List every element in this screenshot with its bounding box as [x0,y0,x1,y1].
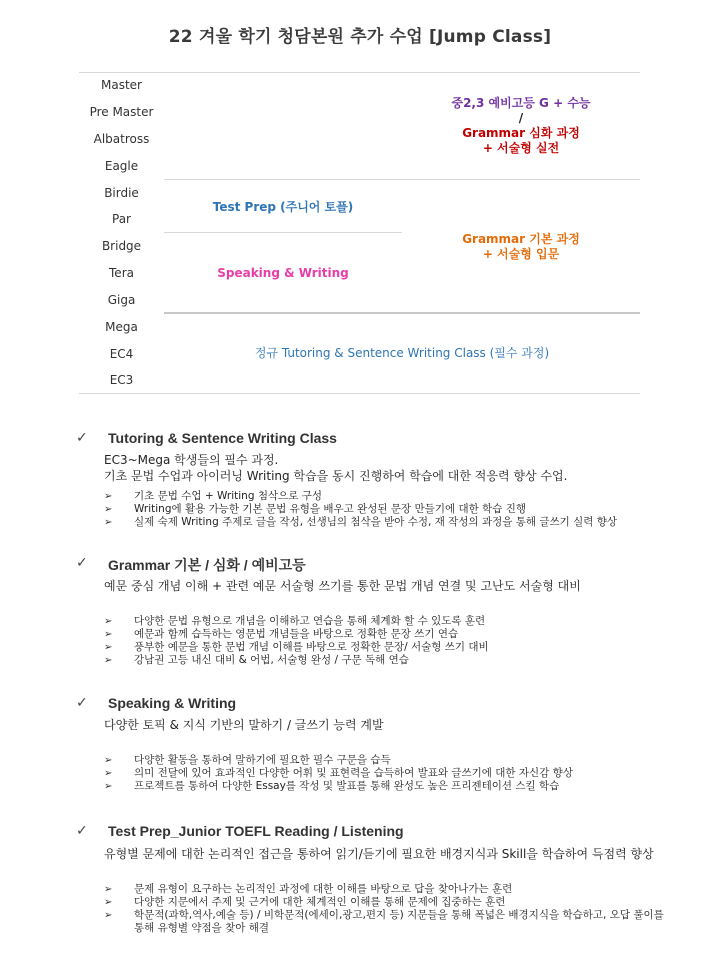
arrow-bullet-icon: ➢ [104,755,113,766]
bullet-list [104,754,664,793]
table-divider-regular [164,312,640,314]
arrow-bullet-icon: ➢ [104,781,113,792]
advanced-course-cell [402,96,640,156]
section-tutoring [76,430,676,530]
list-item: ➢ 강남권 고등 내신 대비 & 어법, 서술형 완성 / 구문 독해 연습 [104,654,409,666]
list-item: ➢ 의미 전달에 있어 효과적인 다양한 어휘 및 표현력을 습득하여 발표와 글쓰기에 대한 자신감 향상 [104,767,573,779]
advanced-course-title: 중2,3 예비고등 G + 수능 [451,96,591,110]
description-line: 기초 문법 수업과 아이러닝 Writing 학습을 동시 진행하여 학습에 대한 적응력 향상 수업. [104,469,568,483]
list-item: ➢ 풍부한 예문을 통한 문법 개념 이해를 바탕으로 정확한 문장/ 서술형 쓰기 대비 [104,641,489,653]
bullet-list [104,883,664,935]
description-line: 다양한 토픽 & 지식 기반의 말하기 / 글쓰기 능력 계발 [104,718,384,732]
section-heading: Speaking & Writing [108,695,237,711]
check-icon: ✓ [76,430,88,446]
table-top-divider [79,72,640,73]
arrow-bullet-icon: ➢ [104,491,113,502]
level-label: Pre Master [89,105,154,119]
level-label: Albatross [93,132,150,146]
table-bottom-divider [79,393,640,394]
arrow-bullet-icon: ➢ [104,517,113,528]
section-grammar [76,555,676,675]
level-label: Tera [109,266,134,280]
bullet-list [104,615,664,667]
check-icon: ✓ [76,823,88,839]
section-heading: Test Prep_Junior TOEFL Reading / Listening [108,823,404,839]
level-label: Giga [107,293,136,307]
table-divider-testprep [164,232,402,233]
level-label: Master [101,78,142,92]
table-divider-advanced [164,179,640,180]
list-item: ➢ Writing에 활용 가능한 기본 문법 유형을 배우고 완성된 문장 만들기에 대한 학습 진행 [104,503,526,515]
section-description [104,846,654,862]
section-test-prep [76,823,676,948]
arrow-bullet-icon: ➢ [104,910,113,921]
level-label: EC4 [109,347,134,361]
arrow-bullet-icon: ➢ [104,655,113,666]
section-heading: Tutoring & Sentence Writing Class [108,430,337,446]
list-item: ➢ 문제 유형이 요구하는 논리적인 과정에 대한 이해를 바탕으로 답을 찾아나가는 훈련 [104,883,513,895]
page-title: 22 겨울 학기 청담본원 추가 수업 [Jump Class] [168,27,552,47]
list-item: ➢ 프로젝트를 통하여 다양한 Essay를 작성 및 발표를 통해 완성도 높은 프리젠테이션 스킬 학습 [104,780,560,792]
description-line: EC3~Mega 학생들의 필수 과정. [104,453,279,467]
level-label: Par [112,212,131,226]
grammar-basic-label: Grammar 기본 과정 [462,232,580,246]
level-label: Eagle [104,159,139,173]
level-label: Birdie [104,186,139,200]
list-item: ➢ 다양한 지문에서 주제 및 근거에 대한 체계적인 이해를 통해 문제에 집중하는 훈련 [104,896,506,908]
list-item: ➢ 실제 숙제 Writing 주제로 글을 작성, 선생님의 첨삭을 받아 수정, 재 작성의 과정을 통해 글쓰기 실력 향상 [104,516,618,528]
arrow-bullet-icon: ➢ [104,897,113,908]
list-item: ➢ 기초 문법 수업 + Writing 첨삭으로 구성 [104,490,323,502]
check-icon: ✓ [76,695,88,711]
arrow-bullet-icon: ➢ [104,642,113,653]
grammar-advanced-label: Grammar 심화 과정 [462,126,580,140]
list-item: ➢ 학문적(과학,역사,예술 등) / 비학문적(에세이,광고,편지 등) 지문들을 통해 폭넓은 배경지식을 학습하고, 오답 풀이를 통해 유형별 약점을 찾아 해결 [104,909,664,934]
writing-practice-label: + 서술형 실전 [482,141,560,155]
section-heading: Grammar 기본 / 심화 / 예비고등 [108,557,306,573]
check-icon: ✓ [76,555,88,571]
test-prep-cell: Test Prep (주니어 토플) [212,200,354,214]
arrow-bullet-icon: ➢ [104,884,113,895]
class-level-table [79,72,640,394]
arrow-bullet-icon: ➢ [104,504,113,515]
description-line: 예문 중심 개념 이해 + 관련 예문 서술형 쓰기를 통한 문법 개념 연결 및 고난도 서술형 대비 [104,579,581,593]
arrow-bullet-icon: ➢ [104,616,113,627]
arrow-bullet-icon: ➢ [104,768,113,779]
bullet-list [104,490,664,529]
level-label: EC3 [109,373,134,387]
list-item: ➢ 예문과 함께 습득하는 영문법 개념들을 바탕으로 정확한 문장 쓰기 연습 [104,628,459,640]
list-item: ➢ 다양한 문법 유형으로 개념을 이해하고 연습을 통해 체계화 할 수 있도록 훈련 [104,615,486,627]
writing-intro-label: + 서술형 입문 [482,247,560,261]
regular-class-cell: 정규 Tutoring & Sentence Writing Class (필수 과정) [254,346,550,360]
level-label: Bridge [101,239,142,253]
advanced-course-separator: / [518,111,524,125]
speaking-writing-cell: Speaking & Writing [217,266,349,280]
section-speaking [76,695,676,805]
list-item: ➢ 다양한 활동을 통하여 말하기에 필요한 필수 구문을 습득 [104,754,391,766]
section-description [104,717,384,733]
arrow-bullet-icon: ➢ [104,629,113,640]
description-line: 유형별 문제에 대한 논리적인 접근을 통하여 읽기/듣기에 필요한 배경지식과 Skill을 학습하여 득점력 향상 [104,847,654,861]
section-description [104,578,581,594]
section-description [104,452,567,484]
level-label: Mega [105,320,138,334]
grammar-basic-cell [402,232,640,262]
